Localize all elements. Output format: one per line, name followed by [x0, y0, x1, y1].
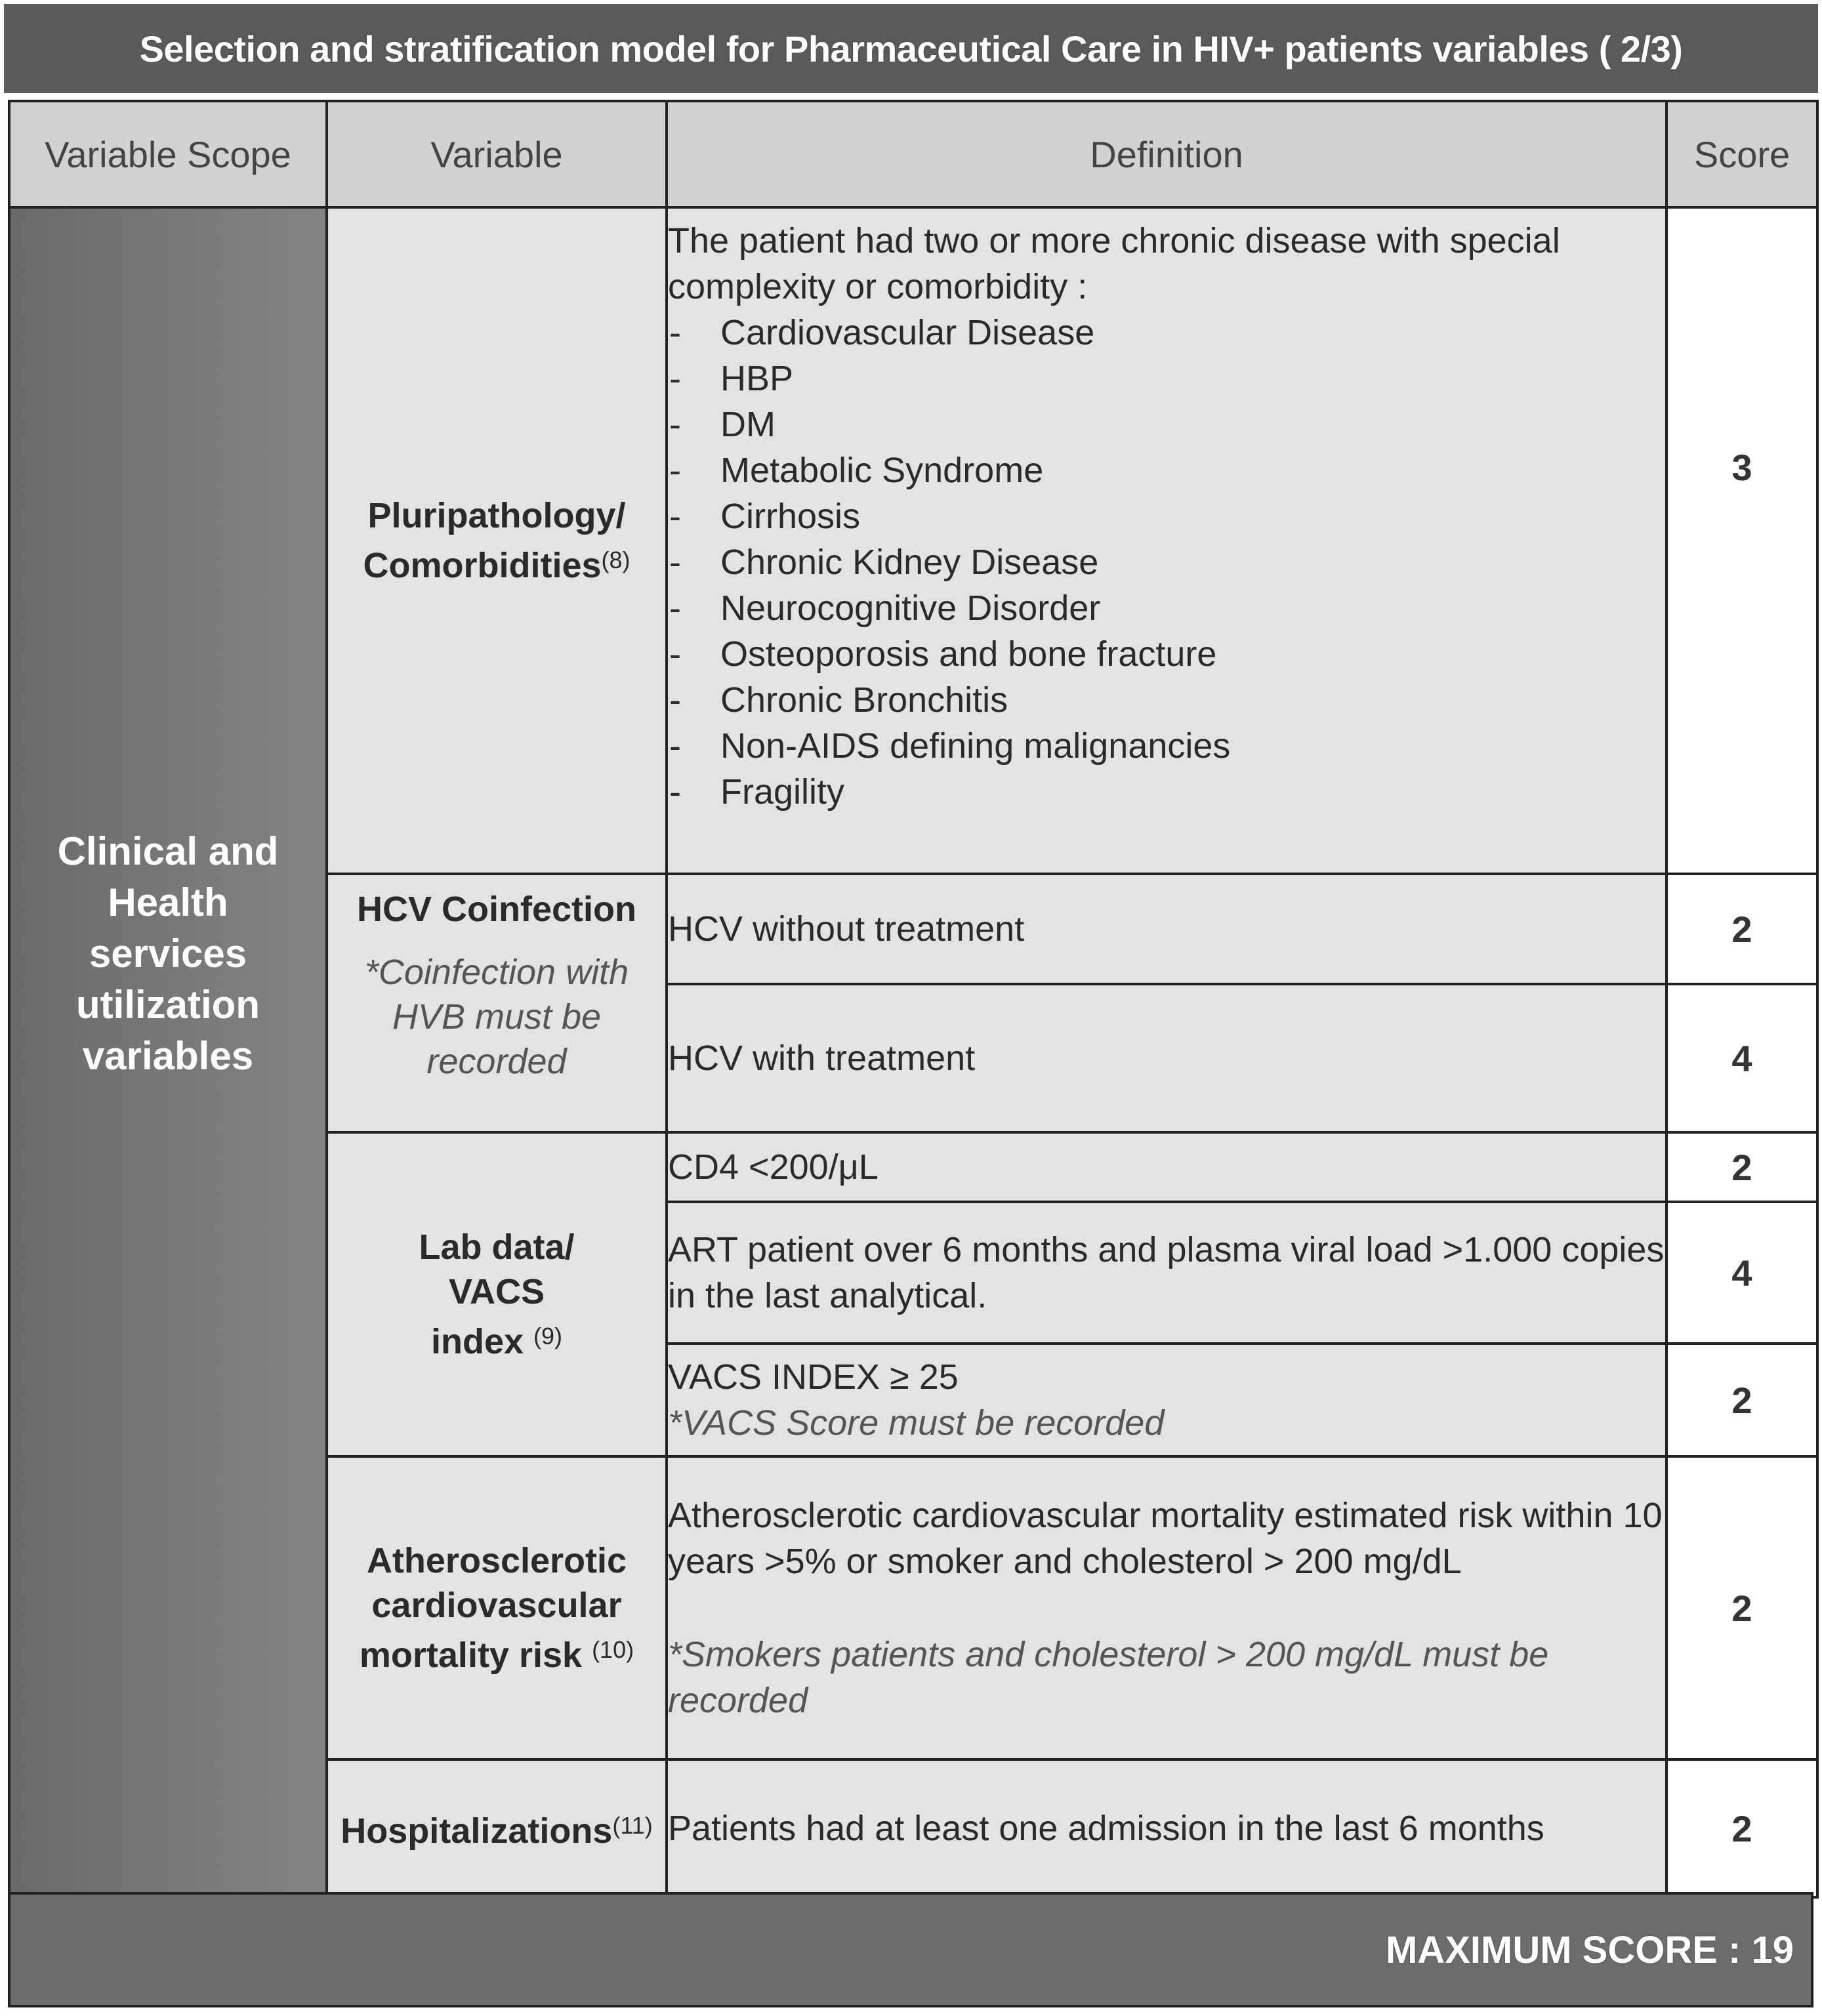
header-scope: Variable Scope: [9, 101, 327, 207]
list-item: - Chronic Kidney Disease: [668, 539, 1665, 585]
definition-cell: CD4 <200/μL: [667, 1132, 1667, 1202]
reference-mark: (9): [533, 1323, 563, 1349]
table-title: Selection and stratification model for Pharmaceutical Care in HIV+ patients variables ( 2/3): [4, 4, 1818, 93]
list-item: - Metabolic Syndrome: [668, 447, 1665, 493]
score-cell: 2: [1667, 1759, 1817, 1897]
variable-label: Lab data/ VACS index: [419, 1227, 575, 1361]
definition-note: *VACS Score must be recorded: [668, 1403, 1165, 1443]
header-row: [9, 101, 1817, 207]
model-table: [8, 100, 1819, 1899]
definition-cell: HCV with treatment: [667, 984, 1667, 1132]
variable-athero: [327, 1456, 667, 1759]
reference-mark: (11): [612, 1812, 653, 1839]
header-variable: Variable: [327, 101, 667, 207]
maximum-score-footer: MAXIMUM SCORE : 19: [8, 1892, 1813, 2007]
score-cell: 3: [1667, 207, 1817, 874]
variable-hcv: [327, 874, 667, 1132]
list-item: - Chronic Bronchitis: [668, 677, 1665, 723]
definition-note: *Smokers patients and cholesterol > 200 mg/dL must be recorded: [668, 1635, 1549, 1720]
list-item: - Osteoporosis and bone fracture: [668, 631, 1665, 677]
variable-note: *Coinfection with HVB must be recorded: [364, 953, 629, 1081]
definition-intro: The patient had two or more chronic disease with special complexity or comorbidity :: [668, 221, 1560, 306]
score-cell: 2: [1667, 874, 1817, 984]
header-definition: Definition: [667, 101, 1667, 207]
header-score: Score: [1667, 101, 1817, 207]
variable-pluripathology: [327, 207, 667, 874]
reference-mark: (10): [592, 1636, 634, 1663]
score-cell: 4: [1667, 1202, 1817, 1344]
definition-text: Atherosclerotic cardiovascular mortality estimated risk within 10 years >5% or smoker and cholesterol > 200 mg/dL: [668, 1496, 1663, 1581]
list-item: - Non-AIDS defining malignancies: [668, 723, 1665, 769]
list-item: - Neurocognitive Disorder: [668, 585, 1665, 631]
definition-cell: [667, 1344, 1667, 1456]
definition-text: VACS INDEX ≥ 25: [668, 1357, 959, 1397]
definition-pluripathology: [667, 207, 1667, 874]
variable-label: HCV Coinfection: [357, 890, 636, 929]
definition-cell: [667, 1456, 1667, 1759]
definition-cell: Patients had at least one admission in the last 6 months: [667, 1759, 1667, 1897]
variable-label: Hospitalizations: [341, 1811, 613, 1851]
score-cell: 2: [1667, 1132, 1817, 1202]
scope-label: Clinical and Health services utilization variables: [57, 829, 279, 1078]
score-cell: 4: [1667, 984, 1817, 1132]
variable-hosp: [327, 1759, 667, 1897]
score-cell: 2: [1667, 1456, 1817, 1759]
definition-cell: HCV without treatment: [667, 874, 1667, 984]
variable-label: Pluripathology/ Comorbidities: [363, 496, 626, 585]
list-item: - HBP: [668, 356, 1665, 401]
definition-cell: ART patient over 6 months and plasma viral load >1.000 copies in the last analytical.: [667, 1202, 1667, 1344]
list-item: - Cirrhosis: [668, 493, 1665, 539]
list-item: - Cardiovascular Disease: [668, 310, 1665, 356]
reference-mark: (8): [601, 546, 631, 573]
score-cell: 2: [1667, 1344, 1817, 1456]
comorbidity-list: [668, 310, 1665, 815]
variable-lab: [327, 1132, 667, 1456]
list-item: - Fragility: [668, 769, 1665, 815]
scope-cell: [9, 207, 327, 1897]
list-item: - DM: [668, 401, 1665, 447]
table-row: [9, 207, 1817, 874]
variable-label: Atherosclerotic cardiovascular mortality risk: [359, 1541, 627, 1675]
